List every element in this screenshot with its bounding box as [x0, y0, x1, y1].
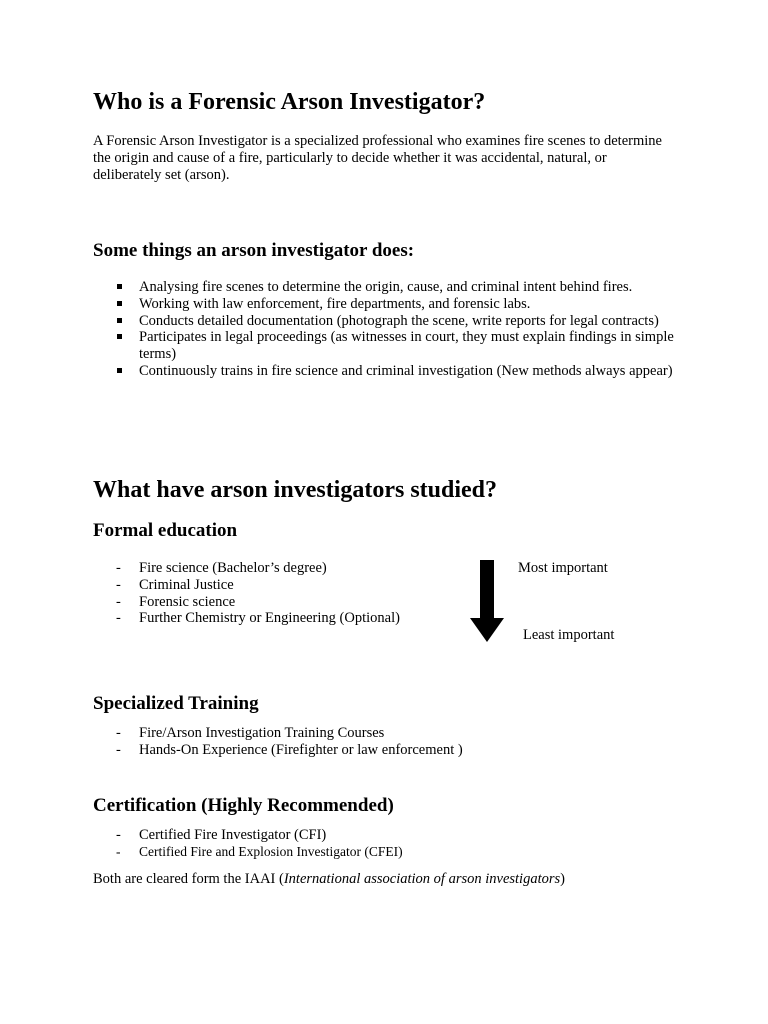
list-item: - Fire science (Bachelor’s degree): [93, 560, 493, 577]
note-prefix: Both are cleared form the IAAI (: [93, 871, 284, 887]
list-item: - Fire/Arson Investigation Training Courses: [93, 725, 693, 742]
list-item: Analysing fire scenes to determine the origin, cause, and criminal intent behind fires.: [93, 279, 693, 296]
list-item: - Certified Fire Investigator (CFI): [93, 827, 693, 844]
certification-note: [93, 871, 693, 888]
list-item: - Forensic science: [93, 594, 493, 611]
list-item: - Certified Fire and Explosion Investigator (CFEI): [93, 844, 693, 861]
studied-heading: What have arson investigators studied?: [93, 477, 498, 503]
list-item: Participates in legal proceedings (as witnesses in court, they must explain findings in simple terms): [93, 329, 693, 363]
formal-education-heading: Formal education: [93, 520, 238, 541]
arrow-down-icon: [470, 560, 504, 642]
duties-list: [93, 279, 693, 380]
most-important-label: Most important: [518, 560, 608, 576]
intro-paragraph: A Forensic Arson Investigator is a specialized professional who examines fire scenes to determine the origin and cause of a fire, particularly to decide whether it was accidental, natural, or deliberately set (arson).: [93, 133, 662, 183]
certification-heading: Certification (Highly Recommended): [93, 795, 394, 816]
least-important-label: Least important: [523, 627, 615, 643]
list-item: Continuously trains in fire science and criminal investigation (New methods always appear): [93, 363, 693, 380]
list-item: - Criminal Justice: [93, 577, 493, 594]
section-title-forensic-arson-investigator: Who is a Forensic Arson Investigator?: [93, 89, 486, 115]
certification-list: [93, 827, 693, 861]
list-item: Working with law enforcement, fire departments, and forensic labs.: [93, 296, 693, 313]
list-item: - Hands-On Experience (Firefighter or law enforcement ): [93, 742, 693, 759]
list-item: Conducts detailed documentation (photograph the scene, write reports for legal contracts): [93, 313, 693, 330]
specialized-training-heading: Specialized Training: [93, 693, 259, 714]
list-item: - Further Chemistry or Engineering (Optional): [93, 610, 493, 627]
duties-heading: Some things an arson investigator does:: [93, 240, 415, 261]
formal-education-list: [93, 560, 493, 627]
specialized-training-list: [93, 725, 693, 759]
note-suffix: ): [560, 871, 565, 887]
iaai-full-name: International association of arson investigators: [283, 871, 561, 887]
